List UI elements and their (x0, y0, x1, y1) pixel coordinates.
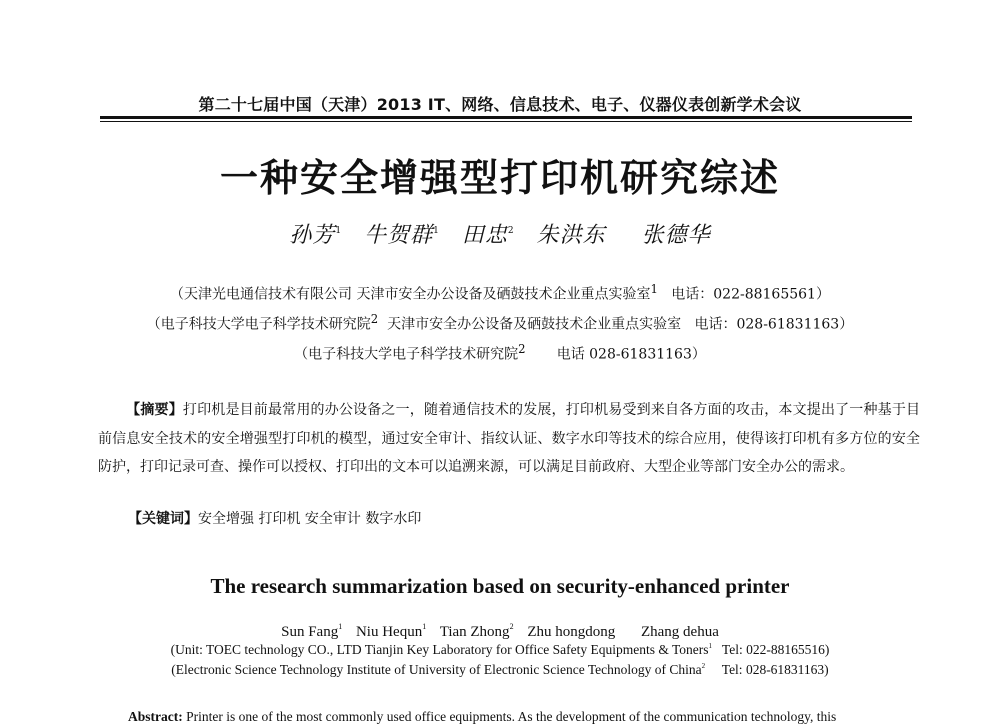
affiliation-en-sup: 2 (701, 662, 706, 670)
affiliation-text: （电子科技大学电子科学技术研究院 (146, 316, 371, 333)
affiliation-cn-3 (0, 342, 1000, 364)
author-cn: 田忠 (461, 223, 508, 248)
author-en: Tian Zhong (439, 624, 510, 640)
affiliation-en-sup: 1 (708, 642, 713, 650)
author-cn: 张德华 (641, 223, 711, 248)
affiliation-sup: 2 (518, 342, 526, 356)
keywords-cn (128, 508, 421, 528)
author-cn-sup: 1 (335, 226, 343, 236)
author-en: Sun Fang (281, 624, 339, 640)
affiliation-sup: 2 (370, 312, 379, 326)
affiliation-en-1 (0, 642, 1000, 658)
affiliation-text: （天津光电通信技术有限公司 天津市安全办公设备及硒鼓技术企业重点实验室 (170, 286, 651, 303)
abstract-en-text: Printer is one of the most commonly used office equipments. As the development of the communication technology, this (186, 709, 837, 724)
author-en-sup: 1 (338, 622, 343, 631)
author-en: Niu Hequn (355, 624, 423, 640)
author-en-sup: 1 (422, 622, 427, 631)
author-cn-sup: 1 (433, 226, 440, 236)
paper-title-en: The research summarization based on security-enhanced printer (210, 574, 790, 598)
affiliation-phone: 电话：022-88165561） (671, 286, 830, 303)
affiliation-cn-1 (0, 282, 1000, 304)
affiliation-sup: 1 (650, 282, 658, 296)
affiliation-en-phone: Tel: 028-61831163) (721, 662, 829, 677)
keywords-cn-text: 安全增强 打印机 安全审计 数字水印 (198, 511, 422, 527)
affiliation-phone: 电话 028-61831163） (556, 346, 706, 363)
author-cn: 孙芳 (289, 223, 336, 248)
author-cn-sup: 2 (507, 226, 515, 236)
author-en: Zhang dehua (640, 624, 719, 640)
author-cn: 朱洪东 (536, 223, 606, 248)
affiliation-text: 天津市安全办公设备及硒鼓技术企业重点实验室 (387, 316, 682, 333)
abstract-cn-label: 【摘要】 (126, 402, 183, 418)
conference-header: 第二十七届中国（天津）2013 IT、网络、信息技术、电子、仪器仪表创新学术会议 (198, 95, 802, 114)
header-rule-thick (100, 116, 912, 119)
keywords-cn-label: 【关键词】 (128, 511, 198, 527)
affiliation-text: （电子科技大学电子科学技术研究院 (294, 346, 519, 363)
affiliation-en-text: (Electronic Science Technology Institute of University of Electronic Science Technology of China (171, 662, 702, 677)
authors-cn (0, 218, 1000, 249)
affiliation-phone: 电话：028-61831163） (694, 316, 854, 333)
header-rule-thin (100, 121, 912, 122)
author-en-sup: 2 (509, 622, 514, 631)
author-en: Zhu hongdong (527, 624, 616, 640)
abstract-cn (98, 396, 920, 482)
affiliation-en-2 (0, 662, 1000, 678)
abstract-en-label: Abstract: (128, 709, 183, 724)
affiliation-cn-2 (0, 312, 1000, 334)
author-cn: 牛贺群 (364, 223, 434, 248)
abstract-cn-text: 打印机是目前最常用的办公设备之一，随着通信技术的发展，打印机易受到来自各方面的攻击，本文提出了一种基于目前信息安全技术的安全增强型打印机的模型，通过安全审计、指纹认证、数字水印等技术的综合应用，使得该打印机有多方位的安全防护，打印记录可查、操作可以授权、打印出的文本可以追溯来源，可以满足目前政府、大型企业等部门安全办公的需求。 (98, 402, 921, 475)
authors-en (0, 622, 1000, 641)
affiliation-en-text: (Unit: TOEC technology CO., LTD Tianjin Key Laboratory for Office Safety Equipments & Toners (170, 642, 709, 657)
affiliation-en-phone: Tel: 022-88165516) (721, 642, 830, 657)
paper-title-cn: 一种安全增强型打印机研究综述 (219, 156, 780, 200)
